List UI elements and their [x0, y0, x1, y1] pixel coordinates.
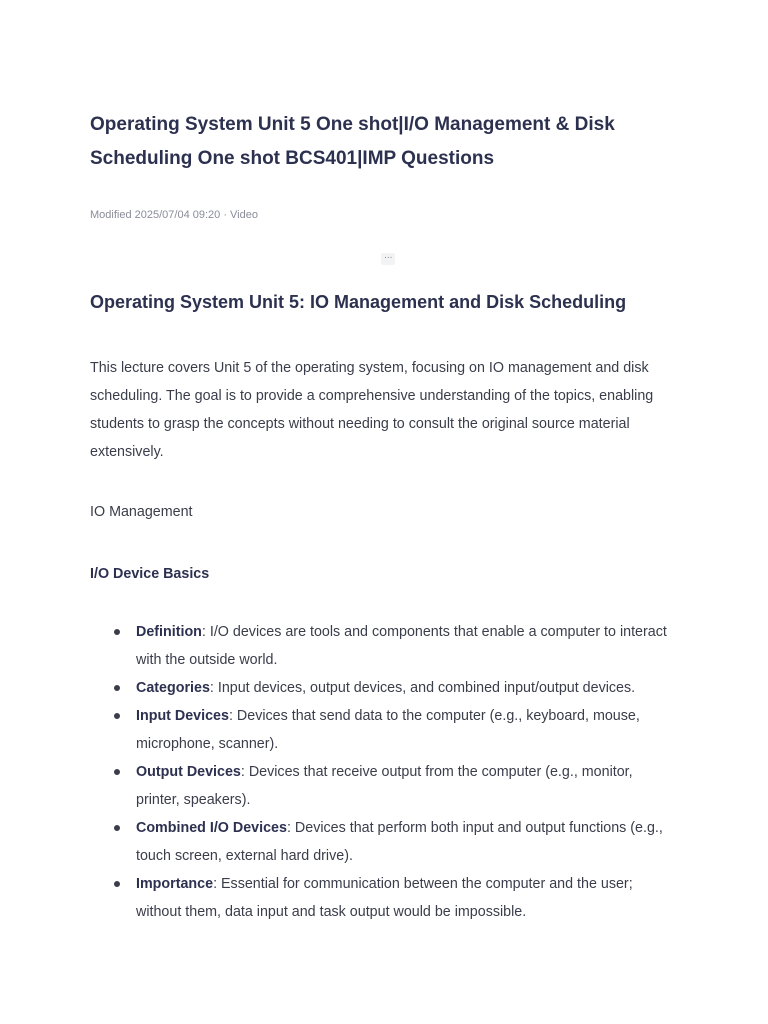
bullet-term: Output Devices — [136, 764, 241, 780]
modified-meta: Modified 2025/07/04 09:20 · Video — [90, 209, 258, 221]
bullet-text: : Devices that receive output from the computer (e.g., monitor, printer, speakers). — [136, 764, 633, 808]
list-item — [90, 674, 680, 702]
sub-heading: I/O Device Basics — [90, 566, 210, 582]
bullet-text: : Input devices, output devices, and combined input/output devices. — [209, 680, 636, 696]
bullet-text: : Essential for communication between the computer and the user; without them, data input and task output would be impossible. — [136, 876, 633, 920]
bullet-term: Importance — [136, 876, 214, 892]
bullet-dot-icon — [114, 769, 120, 775]
intro-paragraph: This lecture covers Unit 5 of the operating system, focusing on IO management and disk scheduling. The goal is to provide a comprehensive understanding of the topics, enabling students to grasp the concepts without needing to consult the original source material extensively. — [90, 360, 654, 460]
bullet-list — [90, 618, 680, 926]
list-item — [90, 702, 680, 758]
bullet-text: : I/O devices are tools and components that enable a computer to interact with the outside world. — [136, 624, 667, 668]
bullet-text: : Devices that send data to the computer (e.g., keyboard, mouse, microphone, scanner). — [136, 708, 640, 752]
section-heading: Operating System Unit 5: IO Management and Disk Scheduling — [90, 292, 627, 312]
bullet-term: Input Devices — [136, 708, 229, 724]
bullet-dot-icon — [114, 825, 120, 831]
bullet-dot-icon — [114, 713, 120, 719]
list-item — [90, 758, 680, 814]
document-title: Operating System Unit 5 One shot|I/O Management & Disk Scheduling One shot BCS401|IMP Questions — [90, 114, 615, 169]
more-options-icon[interactable]: ··· — [381, 253, 395, 265]
bullet-dot-icon — [114, 881, 120, 887]
list-item — [90, 814, 680, 870]
subsection-title: IO Management — [90, 504, 193, 520]
bullet-text: : Devices that perform both input and output functions (e.g., touch screen, external hard drive). — [136, 820, 663, 864]
list-item — [90, 618, 680, 674]
bullet-term: Categories — [136, 680, 210, 696]
list-item — [90, 870, 680, 926]
bullet-dot-icon — [114, 629, 120, 635]
bullet-term: Definition — [136, 624, 202, 640]
bullet-term: Combined I/O Devices — [136, 820, 287, 836]
bullet-dot-icon — [114, 685, 120, 691]
